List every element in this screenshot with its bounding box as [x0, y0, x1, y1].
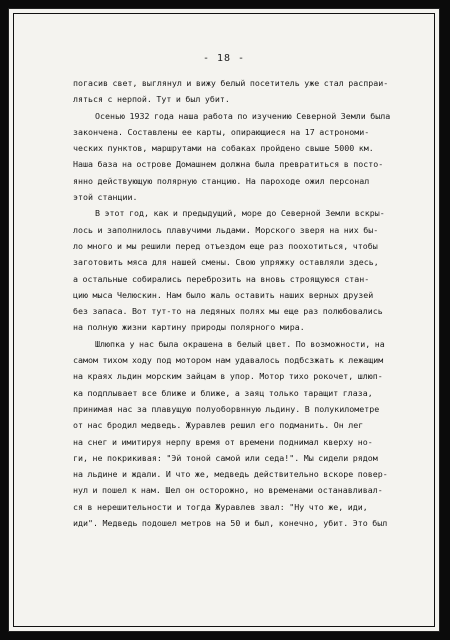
text-line: цию мыса Челюскин. Нам было жаль оставить наших верных друзей [73, 289, 374, 300]
text-line: ческих пунктов, маршрутами на собаках пройдено свыше 5000 км. [73, 143, 374, 154]
text-line: ка подплывает все ближе и ближе, а заяц только таращит глаза, [73, 387, 373, 398]
text-line: от нас бродил медведь. Журавлев решил его подманить. Он лег [73, 420, 364, 431]
document-page [8, 8, 440, 632]
text-line: а остальные собирались переброзить на вновь строящуюся стан- [73, 273, 370, 284]
text-line: этой станции. [73, 192, 138, 203]
text-line: ло много и мы решили перед отъездом еще раз поохотиться, чтобы [73, 240, 378, 251]
text-line: лось и заполнилось плавучими льдами. Морского зверя на них бы- [73, 224, 379, 235]
text-line: Осенью 1932 года наша работа по изучению Северной Земли была [95, 110, 391, 121]
text-line: заготовить мяса для нашей смены. Свою упряжку оставляли здесь, [73, 257, 379, 268]
text-line: Наша база на острове Домашнем должна была превратиться в посто- [73, 159, 384, 170]
text-line: нул и пошел к нам. Шел он осторожно, но временами останавливал- [73, 485, 383, 496]
text-line: без запаса. Вот тут-то на ледяных полях мы еще раз полюбовались [73, 306, 383, 317]
text-line: ся в нерешительности и тогда Журавлев звал: "Ну что же, иди, [73, 501, 368, 512]
text-line: янно действующую полярную станцию. На пароходе ожил персонал [73, 175, 370, 186]
text-line: погасив свет, выглянул и вижу белый посетитель уже стал распраи- [73, 78, 389, 88]
text-line: иди". Медведь подошел метров на 50 и был, конечно, убит. Это был [73, 518, 388, 529]
text-line: на краях льдин морским зайцам в упор. Мотор тихо рокочет, шлюп- [73, 371, 383, 382]
text-line: на полную жизни картину природы полярного мира. [73, 322, 305, 333]
text-line: Шлюпка у нас была окрашена в белый цвет. По возможности, на [95, 338, 385, 349]
page-number: - 18 - [202, 53, 246, 64]
text-line: В этот год, как и предыдущий, море до Северной Земли вскры- [95, 208, 385, 219]
typewritten-text [73, 75, 418, 531]
text-line: на снег и имитируя нерпу время от времени поднимал кверху но- [73, 436, 373, 447]
text-line: закончена. Составлены ее карты, опирающиеся на 17 астрономи- [73, 126, 370, 137]
text-line: ги, не покрикивая: "Эй тоной самой или седа!". Мы сидели рядом [73, 452, 378, 463]
text-line: ляться с нерпой. Тут и был убит. [73, 94, 230, 105]
text-line: на льдине и ждали. И что же, медведь действительно вскоре повер- [73, 469, 388, 480]
text-line: принимая нас за плавущую полуоборвнную льдину. В полукилометре [73, 403, 380, 414]
text-line: самом тихом ходу под мотором нам удавалось подбсзжать к лежащим [73, 355, 384, 366]
